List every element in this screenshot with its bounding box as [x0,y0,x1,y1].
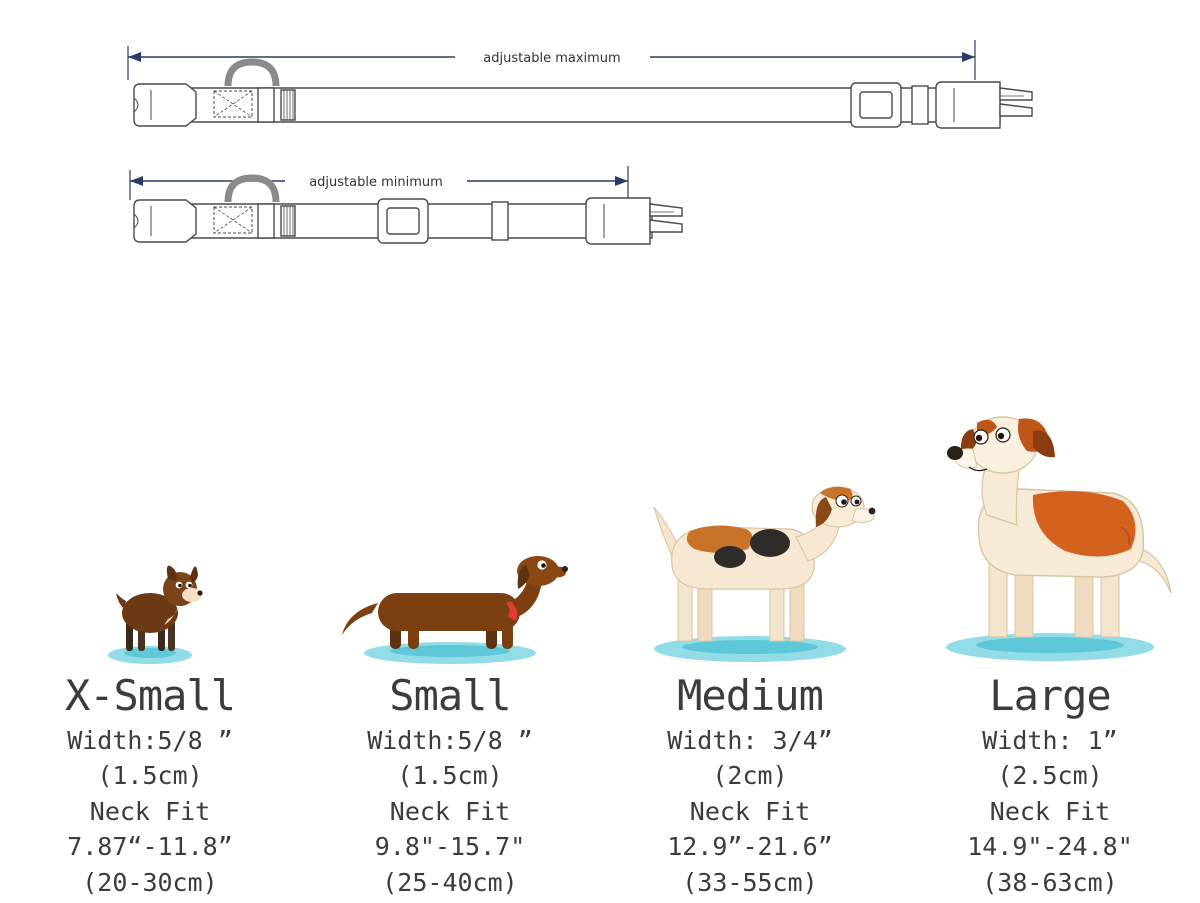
size-chart [0,300,1200,900]
width-metric: (2.5cm) [997,761,1103,790]
beagle-svg [620,457,880,667]
collar-max-strap [134,62,1032,128]
neck-fit-metric: (20-30cm) [82,867,218,897]
width-spec: Width:5/8 ” [67,725,233,755]
neck-fit-label: Neck Fit [689,796,811,826]
collar-diagram-svg [0,0,1200,290]
neck-fit-label: Neck Fit [389,796,511,826]
width-metric: (1.5cm) [97,761,203,790]
dachshund-svg [330,507,570,667]
size-column-small [300,300,600,900]
chihuahua-svg [60,527,240,667]
size-column-x-small [0,300,300,900]
neck-fit-metric: (25-40cm) [382,867,518,897]
dog-illustration-dachshund [300,377,600,667]
size-title: Small [389,670,511,720]
neck-fit-imperial: 14.9"-24.8" [967,832,1133,861]
neck-fit-imperial: 9.8"-15.7" [374,832,526,861]
width-spec: Width: 3/4” [667,725,833,755]
size-title: Medium [677,670,823,720]
width-metric: (2cm) [712,761,788,790]
width-spec: Width:5/8 ” [367,725,533,755]
dog-illustration-beagle [600,377,900,667]
neck-fit-label: Neck Fit [89,796,211,826]
adjustable-maximum-label: adjustable maximum [483,51,621,66]
neck-fit-metric: (33-55cm) [682,867,818,897]
size-column-large [900,300,1200,900]
size-title: Large [989,670,1111,720]
width-spec: Width: 1” [982,725,1118,755]
dog-illustration-saint-bernard [900,377,1200,667]
size-title: X-Small [64,670,235,720]
size-column-medium [600,300,900,900]
collar-diagram-area [0,0,1200,290]
width-metric: (1.5cm) [397,761,503,790]
saint-bernard-svg [915,397,1185,667]
adjustable-minimum-dimension [130,166,628,200]
dog-illustration-chihuahua [0,377,300,667]
neck-fit-label: Neck Fit [989,796,1111,826]
neck-fit-imperial: 7.87“-11.8” [67,832,233,861]
neck-fit-metric: (38-63cm) [982,867,1118,897]
adjustable-minimum-label: adjustable minimum [309,175,443,190]
neck-fit-imperial: 12.9”-21.6” [667,832,833,861]
